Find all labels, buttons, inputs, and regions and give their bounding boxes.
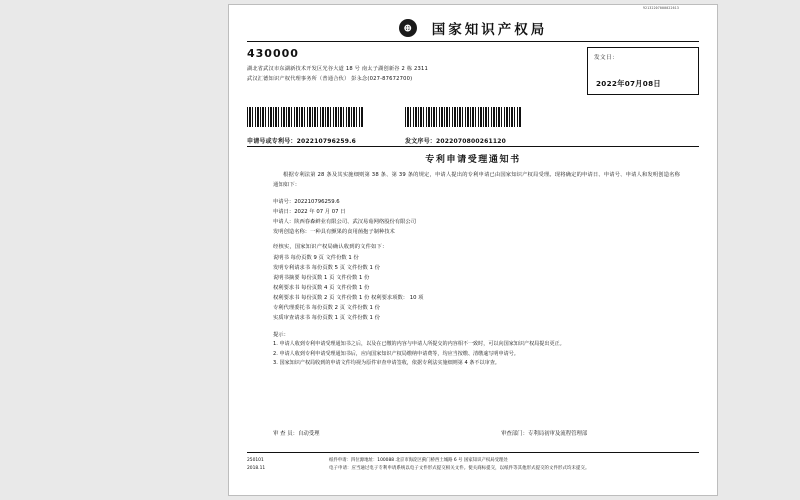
header-divider — [247, 41, 699, 42]
footer-code-block — [247, 457, 265, 474]
document-sheet — [228, 4, 718, 496]
address-line-1: 湖北省武汉市东湖新技术开发区光谷大道 18 号 南太子湖创新谷 2 栋 2311 — [247, 66, 429, 72]
serial-number-value: 2022070800261120 — [436, 138, 507, 145]
application-number-label: 申请号或专利号： — [247, 138, 297, 145]
document-body — [273, 171, 685, 368]
top-bar — [229, 5, 717, 15]
field-invention-title: 发明创造名称：一种具有颤果的食用菌抱子制种技术 — [273, 228, 395, 235]
footer-note-line-2: 电子申请：应当通过电子专利申请系统以电子文件形式提交相关文件。使关商标提交，以纸件等其他形式提交的文件形式均未提交。 — [329, 466, 590, 472]
application-number — [247, 136, 356, 145]
issue-date-label: 发文日： — [594, 55, 618, 61]
footer-note-line-1: 纸件申请：四位源地址：100088 北京市海淀区蓟门桥西土城路 6 号 国家知识产权局受理处 — [329, 458, 508, 463]
received-item-3: 说明书摘要 每份页数 1 页 文件份数 1 份 — [273, 274, 370, 281]
serial-number — [405, 136, 506, 145]
received-item-5: 权利要求书 每份页数 2 页 文件份数 1 份 权利要求项数： 10 项 — [273, 294, 424, 301]
postal-code: 430000 — [247, 47, 299, 60]
footer-version: 2018.11 — [247, 466, 266, 472]
field-applicant: 申请人：陕西春森鲜业有限公司、武汉易菇网络股份有限公司 — [273, 218, 417, 225]
received-item-4: 权利要求书 每份页数 4 页 文件份数 1 份 — [273, 284, 370, 291]
application-number-value: 202210796259.6 — [296, 138, 356, 145]
addressee-block — [247, 47, 547, 85]
top-code: 92132207000022613 — [642, 6, 679, 10]
issue-date-box — [587, 47, 699, 95]
barcode-right — [405, 107, 521, 127]
national-emblem-icon — [399, 19, 417, 37]
field-application-date: 申请日：2022 年 07 月 07 日 — [273, 208, 346, 215]
received-item-7: 实质审查请求书 每份页数 1 页 文件份数 1 份 — [273, 315, 380, 322]
examiner-field: 审 查 员：自动受理 — [273, 431, 320, 437]
document-header — [229, 17, 717, 38]
address-line-2: 武汉汇德知识产权代理事务所（普通合伙） 彭永念(027-87672700) — [247, 75, 413, 82]
notice-item-3: 3. 国家知识产权局收到的申请文件均视为原件审查申请签收，依据专利法实施细则第 4 条不以审查。 — [273, 359, 500, 366]
organization-title: 国家知识产权局 — [431, 21, 548, 38]
serial-number-label: 发文序号： — [405, 138, 437, 145]
department-field: 审查部门：专利局初审及流程管理部 — [501, 431, 588, 437]
notice-item-1: 1. 申请人收到专利申请受理通知书之后，以及在已缴的内容与申请人所提交的内容相不一致时，可以向国家知识产权局提出更正。 — [273, 341, 565, 348]
issue-date-value: 2022年07月08日 — [596, 79, 661, 88]
footer-form-code: 250101 — [247, 458, 264, 463]
intro-paragraph: 根据专利法第 28 条及其实施细则第 38 条、第 39 条的规定，申请人提出的专利申请已由国家知识产权局受理。现将确定的申请日、申请号、申请人和发明创造名称通知如下： — [273, 172, 681, 188]
emblem-glyph: ⊕ — [403, 21, 413, 34]
footer-notes — [329, 457, 699, 474]
notice-title: 提示： — [273, 332, 289, 339]
footer-divider — [247, 452, 699, 453]
received-item-1: 说明书 每份页数 9 页 文件份数 1 份 — [273, 254, 359, 261]
field-application-number: 申请号：202210796259.6 — [273, 198, 340, 205]
document-title: 专利申请受理通知书 — [425, 155, 521, 165]
notice-item-2: 2. 申请人收到专利申请受理通知书后，应向国家知识产权局缴纳申请费等，均应当按缴、清缴逾写明申请号。 — [273, 350, 519, 357]
received-item-6: 专利代理委托书 每份页数 2 页 文件份数 1 份 — [273, 304, 380, 311]
received-item-2: 发明专利请求书 每份页数 5 页 文件份数 1 份 — [273, 264, 380, 271]
identifier-divider — [247, 146, 699, 147]
barcode-left — [247, 107, 363, 127]
received-intro: 经核实，国家知识产权局确认收到的文件如下： — [273, 243, 388, 250]
